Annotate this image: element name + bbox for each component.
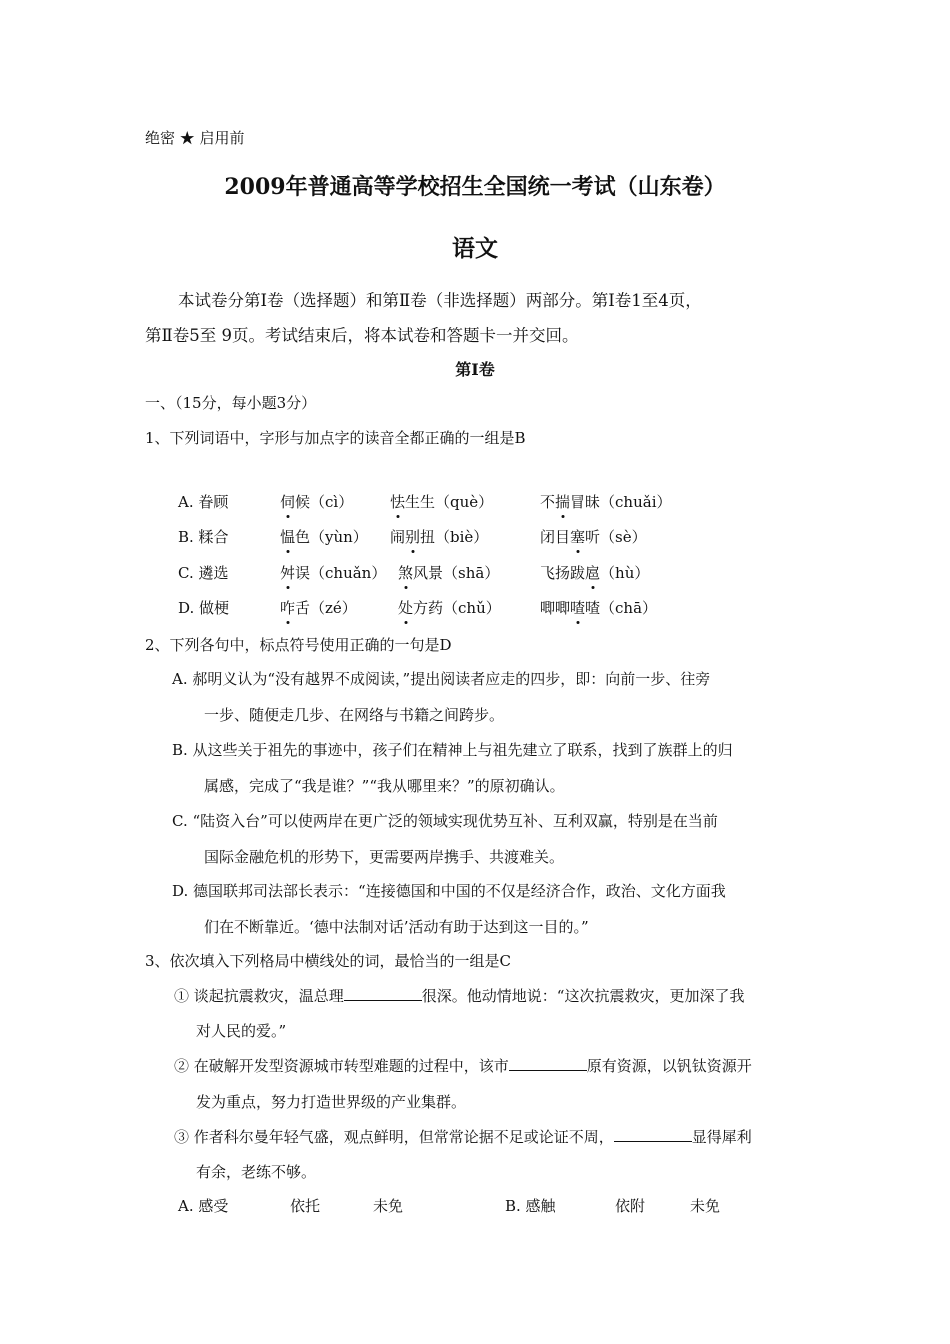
q1-option-label: B. 糅合 bbox=[178, 528, 229, 546]
q1-word: 飞扬跋扈（hù） bbox=[540, 564, 650, 582]
q1-word: 煞风景（shā） bbox=[398, 564, 500, 582]
q1-option-label: C. 遴选 bbox=[178, 564, 229, 582]
q3-sentence-1-cont: 对人民的爱。” bbox=[196, 1022, 287, 1040]
q3-sentence-1: ① 谈起抗震救灾，温总理 很深。他动情地说：“这次抗震救灾，更加深了我 bbox=[174, 987, 745, 1005]
q1-word: 唧唧喳喳（chā） bbox=[540, 599, 658, 617]
section-heading: 一、（15分，每小题3分） bbox=[145, 394, 317, 412]
secret-label: 绝密 ★ 启用前 bbox=[145, 129, 245, 147]
q3-sentence-3-cont: 有余，老练不够。 bbox=[196, 1163, 317, 1181]
q1-word: 怯生生（què） bbox=[390, 493, 494, 511]
q1-word: 愠色（yùn） bbox=[280, 528, 368, 546]
q3-option-a-word-1: A. 感受 bbox=[178, 1197, 229, 1215]
q1-word: 舛误（chuǎn） bbox=[280, 564, 387, 582]
intro-line-1: 本试卷分第Ⅰ卷（选择题）和第Ⅱ卷（非选择题）两部分。第Ⅰ卷1至4页， bbox=[178, 291, 702, 310]
q1-word: 处方药（chǔ） bbox=[398, 599, 501, 617]
q2-option-c: C. “陆资入台”可以使两岸在更广泛的领域实现优势互补、互利双赢，特别是在当前 bbox=[172, 812, 718, 830]
q1-word: 咋舌（zé） bbox=[280, 599, 357, 617]
q2-option-b-cont: 属感，完成了“我是谁？”“我从哪里来？”的原初确认。 bbox=[204, 777, 565, 795]
answer-blank bbox=[509, 1056, 587, 1071]
q1-option-label: D. 做梗 bbox=[178, 599, 230, 617]
question-1-stem: 1、下列词语中，字形与加点字的读音全都正确的一组是B bbox=[145, 429, 526, 447]
answer-blank bbox=[344, 986, 422, 1001]
q3-option-b-word-2: 依附 bbox=[615, 1197, 646, 1215]
q2-option-c-cont: 国际金融危机的形势下，更需要两岸携手、共渡难关。 bbox=[204, 848, 565, 866]
q3-sentence-2-cont: 发为重点，努力打造世界级的产业集群。 bbox=[196, 1093, 467, 1111]
subject-title: 语文 bbox=[452, 235, 498, 262]
q1-option-label: A. 眷顾 bbox=[178, 493, 229, 511]
q1-word: 闹别扭（biè） bbox=[390, 528, 489, 546]
q1-word: 伺候（cì） bbox=[280, 493, 354, 511]
q3-option-b-word-1: B. 感触 bbox=[505, 1197, 556, 1215]
q3-sentence-3: ③ 作者科尔曼年轻气盛，观点鲜明，但常常论据不足或论证不周， 显得犀利 bbox=[174, 1128, 752, 1146]
exam-title: 2009年普通高等学校招生全国统一考试（山东卷） bbox=[224, 174, 726, 200]
q2-option-a: A. 郝明义认为“没有越界不成阅读，”提出阅读者应走的四步，即：向前一步、往旁 bbox=[172, 670, 711, 688]
question-3-stem: 3、依次填入下列格局中横线处的词，最恰当的一组是C bbox=[145, 952, 512, 970]
q2-option-d: D. 德国联邦司法部长表示：“连接德国和中国的不仅是经济合作，政治、文化方面我 bbox=[172, 882, 726, 900]
part-title: 第Ⅰ卷 bbox=[455, 360, 495, 379]
q3-option-a-word-3: 未免 bbox=[373, 1197, 404, 1215]
answer-blank bbox=[614, 1127, 692, 1142]
intro-line-2: 第Ⅱ卷5至 9页。考试结束后，将本试卷和答题卡一并交回。 bbox=[145, 326, 579, 345]
q3-option-a-word-2: 依托 bbox=[290, 1197, 321, 1215]
q1-word: 闭目塞听（sè） bbox=[540, 528, 647, 546]
question-2-stem: 2、下列各句中，标点符号使用正确的一句是D bbox=[145, 636, 452, 654]
q2-option-a-cont: 一步、随便走几步、在网络与书籍之间跨步。 bbox=[204, 706, 505, 724]
q2-option-b: B. 从这些关于祖先的事迹中，孩子们在精神上与祖先建立了联系，找到了族群上的归 bbox=[172, 741, 733, 759]
q3-sentence-2: ② 在破解开发型资源城市转型难题的过程中，该市 原有资源，以钒钛资源开 bbox=[174, 1057, 752, 1075]
q2-option-d-cont: 们在不断靠近。‘德中法制对话’活动有助于达到这一目的。” bbox=[204, 918, 589, 936]
q1-word: 不揣冒昧（chuǎi） bbox=[540, 493, 672, 511]
q3-option-b-word-3: 未免 bbox=[690, 1197, 721, 1215]
